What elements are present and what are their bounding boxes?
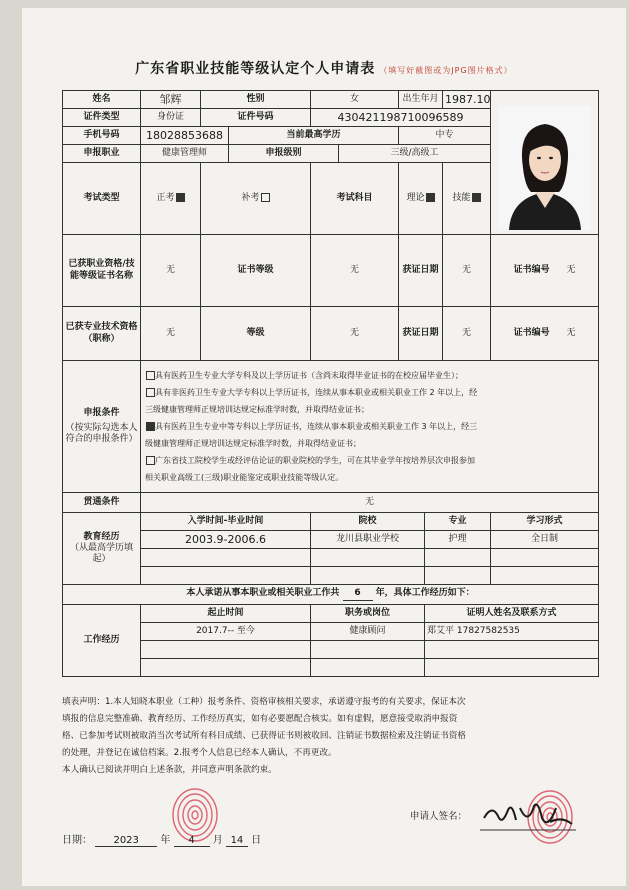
cert-name-value[interactable]: 无 (141, 235, 201, 307)
exam-theory[interactable]: 理论 (399, 163, 443, 235)
date-row: 日期： 2023 年 4 月 14 日 (62, 835, 262, 846)
work-referee[interactable] (425, 641, 599, 659)
id-type-value[interactable]: 身份证 (141, 109, 201, 127)
edu-school[interactable]: 龙川县职业学校 (311, 531, 425, 549)
edu-row (63, 567, 599, 585)
edu-time[interactable] (141, 567, 311, 585)
edu-school[interactable] (311, 567, 425, 585)
work-period[interactable]: 2017.7-- 至今 (141, 623, 311, 641)
tech-no-value[interactable]: 无 (566, 327, 576, 338)
edu-major[interactable] (425, 549, 491, 567)
edu-form[interactable] (491, 567, 599, 585)
exam-theory-checkbox[interactable] (426, 193, 435, 202)
edu-form[interactable] (491, 549, 599, 567)
cond-checkbox-2[interactable] (146, 388, 155, 397)
work-years[interactable]: 6 (343, 588, 373, 600)
date-year[interactable]: 2023 (95, 835, 157, 847)
exam-skill[interactable]: 技能 (443, 163, 491, 235)
exam-makeup-checkbox[interactable] (261, 193, 270, 202)
work-label: 工作经历 (63, 605, 141, 677)
work-row (63, 641, 599, 659)
work-period[interactable] (141, 659, 311, 677)
exam-subject-label: 考试科目 (311, 163, 399, 235)
exam-type-label: 考试类型 (63, 163, 141, 235)
form-title: 广东省职业技能等级认定个人申请表 （填写好截图或为JPG图片格式） (135, 61, 513, 77)
declaration-line: 填报的信息完整准确、教育经历、工作经历真实，如有必要愿配合核实。如有虚假，愿意接受取消申报资 (62, 714, 458, 724)
tech-level-value[interactable]: 无 (311, 307, 399, 361)
edu-time[interactable]: 2003.9-2006.6 (141, 531, 311, 549)
date-month[interactable]: 4 (174, 835, 210, 847)
declaration-line: 格、已参加考试则被取消当次考试所有科目成绩、已获得证书则被收回、注销证书数据检索及注销证书资格 (62, 731, 466, 741)
education-label: 当前最高学历 (229, 127, 399, 145)
condition-line[interactable]: 具有非医药卫生专业大学专科以上学历证书，连续从事本职业或相关职业工作 2 年以上，经 (145, 384, 594, 401)
id-no-value[interactable]: 430421198710096589 (311, 109, 491, 127)
title-note: （填写好截图或为JPG图片格式） (379, 66, 513, 75)
id-no-label: 证件号码 (201, 109, 311, 127)
gender-label: 性别 (201, 91, 311, 109)
edu-header-major: 专业 (425, 513, 491, 531)
work-position[interactable] (311, 659, 425, 677)
work-row (63, 659, 599, 677)
cert-obtained-label: 已获职业资格/技能等级证书名称 (63, 235, 141, 307)
tech-no-label: 证书编号 (513, 327, 550, 338)
tech-no-cell (491, 307, 599, 361)
declaration-line: 的处理，并登记在诚信档案。2.报考个人信息已经本人确认，不再更改。 (62, 748, 337, 758)
exam-regular[interactable]: 正考 (141, 163, 201, 235)
cond-label-cell (63, 361, 141, 493)
edu-header-form: 学习形式 (491, 513, 599, 531)
work-commitment: 本人承诺从事本职业或相关职业工作共 6 年，具体工作经历如下： (63, 585, 599, 605)
condition-line: 级健康管理师正规培训达规定标准学时数，并取得结业证书； (145, 439, 361, 448)
cond-note: （按实际勾选本人符合的申报条件） (65, 422, 138, 445)
work-header-referee: 证明人姓名及联系方式 (425, 605, 599, 623)
tech-date-label: 获证日期 (399, 307, 443, 361)
edu-note: （从最高学历填起） (69, 542, 133, 565)
exam-skill-checkbox[interactable] (472, 193, 481, 202)
application-form (22, 8, 626, 886)
declaration-line: 填表声明：1.本人知晓本职业（工种）报考条件、资格审核相关要求，承诺遵守报考的有关要求，保证本次 (62, 697, 466, 707)
applicant-signature[interactable] (478, 796, 578, 836)
edu-major[interactable] (425, 567, 491, 585)
through-value[interactable]: 无 (141, 493, 599, 513)
work-header-period: 起止时间 (141, 605, 311, 623)
conditions-list (141, 361, 599, 493)
cert-level-label: 证书等级 (201, 235, 311, 307)
signature-label: 申请人签名： (410, 811, 468, 822)
apply-job-label: 申报职业 (63, 145, 141, 163)
education-value[interactable]: 中专 (399, 127, 491, 145)
edu-title: 教育经历 (83, 531, 120, 542)
work-period[interactable] (141, 641, 311, 659)
cond-title: 申报条件 (83, 407, 120, 418)
apply-level-value[interactable]: 三级/高级工 (339, 145, 491, 163)
work-header-position: 职务或岗位 (311, 605, 425, 623)
condition-line: 三级健康管理师正规培训达规定标准学时数，并取得结业证书； (145, 405, 369, 414)
birth-value[interactable]: 1987.10 (443, 91, 491, 109)
tech-title-label: 已获专业技术资格（职称） (63, 307, 141, 361)
condition-line[interactable]: 具有医药卫生专业大学专科及以上学历证书（含尚未取得毕业证书的在校应届毕业生）； (145, 367, 594, 384)
through-label: 贯通条件 (63, 493, 141, 513)
work-referee[interactable] (425, 659, 599, 677)
condition-line[interactable]: 具有医药卫生专业中等专科以上学历证书，连续从事本职业或相关职业工作 3 年以上，经三 (145, 418, 594, 435)
edu-school[interactable] (311, 549, 425, 567)
declaration (62, 694, 598, 779)
cert-date-value[interactable]: 无 (443, 235, 491, 307)
gender-value[interactable]: 女 (311, 91, 399, 109)
name-value[interactable]: 邹辉 (141, 91, 201, 109)
photo-cell (491, 91, 599, 235)
applicant-photo (499, 106, 591, 230)
edu-row (63, 531, 599, 549)
cert-no-cell (491, 235, 599, 307)
main-form-table (62, 90, 599, 677)
cert-no-value[interactable]: 无 (566, 264, 576, 275)
edu-form[interactable]: 全日制 (491, 531, 599, 549)
edu-label-cell (63, 513, 141, 585)
tech-name-value[interactable]: 无 (141, 307, 201, 361)
apply-job-value[interactable]: 健康管理师 (141, 145, 229, 163)
date-day[interactable]: 14 (226, 835, 248, 847)
work-referee[interactable]: 郑艾平 17827582535 (425, 623, 599, 641)
condition-line: 相关职业高级工(三级)职业能鉴定或职业技能等级认定。 (145, 473, 344, 482)
phone-label: 手机号码 (63, 127, 141, 145)
cond-checkbox-3[interactable] (146, 422, 155, 431)
work-row (63, 623, 599, 641)
work-position[interactable]: 健康顾问 (311, 623, 425, 641)
date-label: 日期： (62, 835, 92, 846)
name-label: 姓名 (63, 91, 141, 109)
cond-checkbox-4[interactable] (146, 456, 155, 465)
declaration-line: 本人确认已阅读并明白上述条款，并同意声明条款约束。 (62, 765, 277, 775)
exam-makeup[interactable]: 补考 (201, 163, 311, 235)
edu-time[interactable] (141, 549, 311, 567)
tech-date-value[interactable]: 无 (443, 307, 491, 361)
cert-no-label: 证书编号 (513, 264, 550, 275)
condition-line[interactable]: 广东省技工院校学生或经评估论证的职业院校的学生，可在其毕业学年按培养层次申报参加 (145, 452, 594, 469)
cond-checkbox-1[interactable] (146, 371, 155, 380)
cert-level-value[interactable]: 无 (311, 235, 399, 307)
edu-header-school: 院校 (311, 513, 425, 531)
exam-regular-checkbox[interactable] (176, 193, 185, 202)
edu-header-time: 入学时间-毕业时间 (141, 513, 311, 531)
birth-label: 出生年月 (399, 91, 443, 109)
edu-major[interactable]: 护理 (425, 531, 491, 549)
phone-value[interactable]: 18028853688 (141, 127, 229, 145)
work-position[interactable] (311, 641, 425, 659)
edu-row (63, 549, 599, 567)
apply-level-label: 申报级别 (229, 145, 339, 163)
cert-date-label: 获证日期 (399, 235, 443, 307)
tech-level-label: 等级 (201, 307, 311, 361)
id-type-label: 证件类型 (63, 109, 141, 127)
